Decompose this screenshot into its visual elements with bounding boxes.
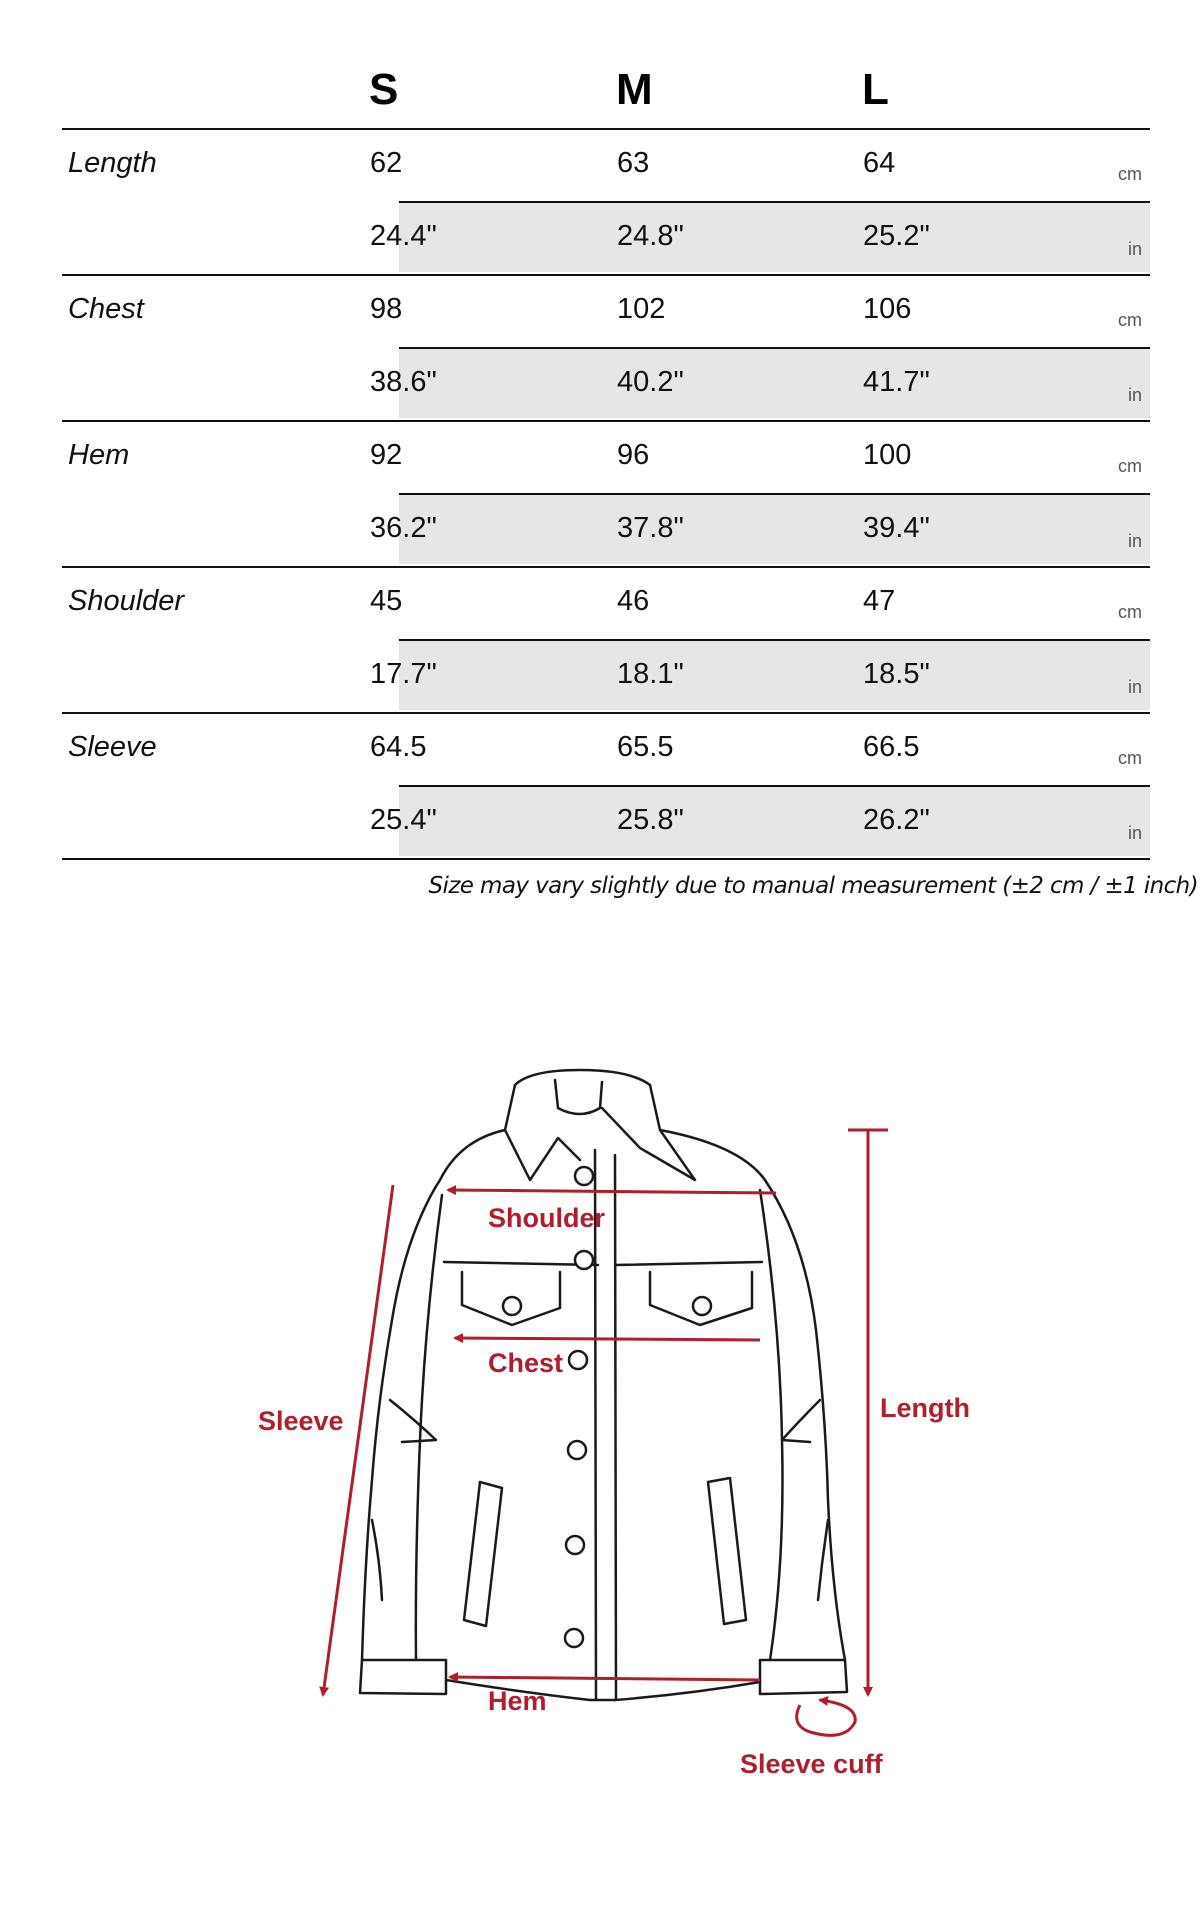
inch-value: 24.8" [617,220,684,252]
size-header-s: S [369,65,399,114]
unit-in: in [1127,385,1142,405]
size-header-m: M [616,65,653,114]
inch-value: 18.5" [863,658,930,690]
sleeve-arrow [323,1185,393,1695]
inch-value: 38.6" [370,366,437,398]
sleeve-label: Sleeve [258,1406,344,1436]
inch-value: 18.1" [617,658,684,690]
inch-value: 39.4" [863,512,930,544]
measurement-note: Size may vary slightly due to manual measurement (±2 cm / ±1 inch) [428,873,1198,899]
jacket-outline [360,1070,847,1700]
cm-value: 102 [617,293,666,325]
unit-cm: cm [1118,164,1142,184]
measurement-arrows [323,1130,888,1735]
measurement-label-chest: Chest [68,293,144,325]
length-label: Length [880,1393,970,1423]
cm-value: 63 [617,147,650,179]
sleeve-cuff-arrow [797,1700,856,1735]
cm-value: 45 [370,585,403,617]
inch-value: 36.2" [370,512,437,544]
inch-value: 25.2" [863,220,930,252]
cm-value: 92 [370,439,403,471]
shoulder-label: Shoulder [488,1203,606,1233]
inch-value: 41.7" [863,366,930,398]
unit-cm: cm [1118,602,1142,622]
inch-value: 40.2" [617,366,684,398]
unit-in: in [1127,239,1142,259]
cm-value: 62 [370,147,403,179]
unit-in: in [1127,677,1142,697]
jacket-buttons [503,1167,711,1647]
measurement-label-hem: Hem [68,439,130,471]
cm-value: 47 [863,585,896,617]
measurement-label-sleeve: Sleeve [68,731,157,763]
hem-label: Hem [488,1686,547,1716]
inch-value: 26.2" [863,804,930,836]
size-header-l: L [862,65,889,114]
unit-in: in [1127,531,1142,551]
hem-arrow [450,1677,760,1680]
chest-label: Chest [488,1348,564,1378]
inch-value: 17.7" [370,658,437,690]
cm-value: 64 [863,147,896,179]
cm-value: 96 [617,439,650,471]
inch-value: 25.8" [617,804,684,836]
unit-in: in [1127,823,1142,843]
measurement-label-shoulder: Shoulder [68,585,185,617]
cm-value: 64.5 [370,731,427,763]
cm-value: 65.5 [617,731,674,763]
inch-value: 24.4" [370,220,437,252]
inch-value: 25.4" [370,804,437,836]
cm-value: 66.5 [863,731,920,763]
inch-value: 37.8" [617,512,684,544]
cm-value: 106 [863,293,912,325]
cm-value: 100 [863,439,912,471]
sleeve-cuff-label: Sleeve cuff [740,1749,883,1779]
measurement-label-length: Length [68,147,157,179]
shoulder-arrow [448,1190,776,1193]
cm-value: 46 [617,585,650,617]
unit-cm: cm [1118,748,1142,768]
unit-cm: cm [1118,310,1142,330]
cm-value: 98 [370,293,403,325]
unit-cm: cm [1118,456,1142,476]
chest-arrow [455,1338,760,1340]
